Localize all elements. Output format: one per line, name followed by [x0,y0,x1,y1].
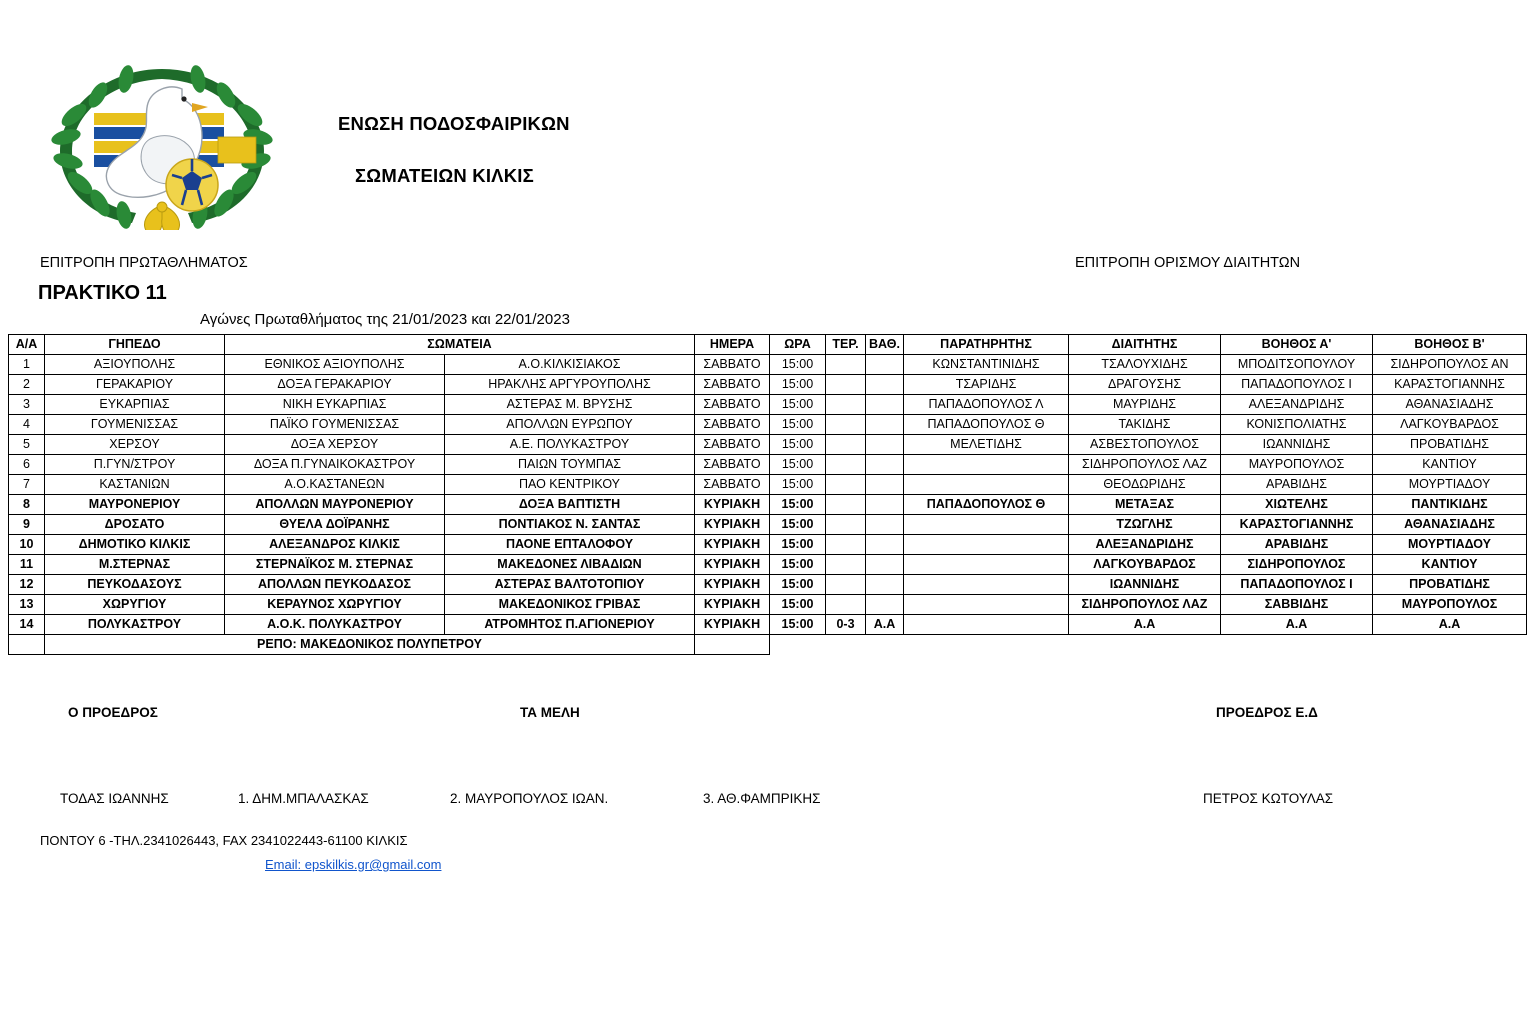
cell-aa: 10 [9,535,45,555]
championship-committee-label: ΕΠΙΤΡΟΠΗ ΠΡΩΤΑΘΛΗΜΑΤΟΣ [40,255,248,271]
cell-assistant2: ΑΘΑΝΑΣΙΑΔΗΣ [1373,395,1527,415]
cell-aa: 3 [9,395,45,415]
footer-address: ΠΟΝΤΟΥ 6 -ΤΗΛ.2341026443, FAX 2341022443-61100 ΚΙΛΚΙΣ [40,833,408,848]
cell-observer: ΚΩΝΣΤΑΝΤΙΝΙΔΗΣ [904,355,1069,375]
cell-points [866,595,904,615]
cell-observer: ΠΑΠΑΔΟΠΟΥΛΟΣ Λ [904,395,1069,415]
cell-venue: ΠΟΛΥΚΑΣΤΡΟΥ [45,615,225,635]
cell-home-team: ΝΙΚΗ ΕΥΚΑΡΠΙΑΣ [225,395,445,415]
cell-assistant2: ΜΟΥΡΤΙΑΔΟΥ [1373,475,1527,495]
cell-observer: ΤΣΑΡΙΔΗΣ [904,375,1069,395]
cell-referee: ΘΕΟΔΩΡΙΔΗΣ [1069,475,1221,495]
cell-observer [904,515,1069,535]
members-label: ΤΑ ΜΕΛΗ [520,705,580,720]
cell-points: Α.Α [866,615,904,635]
col-header-assistant2: ΒΟΗΘΟΣ Β' [1373,335,1527,355]
table-row [9,615,1527,635]
cell-score: 0-3 [826,615,866,635]
cell-referee: ΛΑΓΚΟΥΒΑΡΔΟΣ [1069,555,1221,575]
organization-title-line1: ΕΝΩΣΗ ΠΟΔΟΣΦΑΙΡΙΚΩΝ [338,113,570,134]
table-row [9,555,1527,575]
cell-referee: ΣΙΔΗΡΟΠΟΥΛΟΣ ΛΑΖ [1069,595,1221,615]
col-header-observer: ΠΑΡΑΤΗΡΗΤΗΣ [904,335,1069,355]
cell-observer: ΠΑΠΑΔΟΠΟΥΛΟΣ Θ [904,495,1069,515]
cell-day: ΣΑΒΒΑΤΟ [695,455,770,475]
cell-points [866,455,904,475]
cell-points [866,535,904,555]
cell-venue: Μ.ΣΤΕΡΝΑΣ [45,555,225,575]
cell-time: 15:00 [770,415,826,435]
cell-home-team: ΑΠΟΛΛΩΝ ΜΑΥΡΟΝΕΡΙΟΥ [225,495,445,515]
col-header-venue: ΓΗΠΕΔΟ [45,335,225,355]
cell-day: ΚΥΡΙΑΚΗ [695,615,770,635]
cell-away-team: ΠΑΙΩΝ ΤΟΥΜΠΑΣ [445,455,695,475]
cell-assistant1: ΚΑΡΑΣΤΟΓΙΑΝΝΗΣ [1221,515,1373,535]
cell-away-team: ΜΑΚΕΔΟΝΕΣ ΛΙΒΑΔΙΩΝ [445,555,695,575]
cell-assistant1: ΑΛΕΞΑΝΔΡΙΔΗΣ [1221,395,1373,415]
cell-referee: ΙΩΑΝΝΙΔΗΣ [1069,575,1221,595]
cell-home-team: ΑΠΟΛΛΩΝ ΠΕΥΚΟΔΑΣΟΣ [225,575,445,595]
cell-away-team: ΑΣΤΕΡΑΣ ΒΑΛΤΟΤΟΠΙΟΥ [445,575,695,595]
cell-day: ΣΑΒΒΑΤΟ [695,415,770,435]
cell-home-team: ΔΟΞΑ ΓΕΡΑΚΑΡΙΟΥ [225,375,445,395]
cell-time: 15:00 [770,595,826,615]
cell-home-team: ΔΟΞΑ Π.ΓΥΝΑΙΚΟΚΑΣΤΡΟΥ [225,455,445,475]
cell-aa: 5 [9,435,45,455]
cell-day: ΣΑΒΒΑΤΟ [695,355,770,375]
cell-observer [904,575,1069,595]
cell-time: 15:00 [770,615,826,635]
table-row [9,355,1527,375]
col-header-day: ΗΜΕΡΑ [695,335,770,355]
cell-referee: ΔΡΑΓΟΥΣΗΣ [1069,375,1221,395]
cell-time: 15:00 [770,535,826,555]
table-row [9,375,1527,395]
col-header-time: ΩΡΑ [770,335,826,355]
cell-assistant2: ΜΟΥΡΤΙΑΔΟΥ [1373,535,1527,555]
cell-aa: 11 [9,555,45,575]
repo-row [9,635,1527,655]
cell-referee: ΤΖΩΓΛΗΣ [1069,515,1221,535]
table-row [9,395,1527,415]
cell-score [826,535,866,555]
cell-score [826,435,866,455]
cell-aa: 7 [9,475,45,495]
table-row [9,515,1527,535]
president-name: ΤΟΔΑΣ ΙΩΑΝΝΗΣ [60,791,169,806]
repo-text: ΡΕΠΟ: ΜΑΚΕΔΟΝΙΚΟΣ ΠΟΛΥΠΕΤΡΟΥ [45,635,695,655]
cell-day: ΚΥΡΙΑΚΗ [695,515,770,535]
cell-assistant1: Α.Α [1221,615,1373,635]
col-header-score: ΤΕΡ. [826,335,866,355]
cell-points [866,475,904,495]
cell-home-team: ΘΥΕΛΑ ΔΟΪΡΑΝΗΣ [225,515,445,535]
cell-referee: ΜΑΥΡΙΔΗΣ [1069,395,1221,415]
cell-points [866,435,904,455]
cell-score [826,515,866,535]
cell-assistant1: ΜΑΥΡΟΠΟΥΛΟΣ [1221,455,1373,475]
cell-aa: 4 [9,415,45,435]
cell-home-team: ΣΤΕΡΝΑΪΚΟΣ Μ. ΣΤΕΡΝΑΣ [225,555,445,575]
cell-aa: 2 [9,375,45,395]
cell-away-team: ΑΤΡΟΜΗΤΟΣ Π.ΑΓΙΟΝΕΡΙΟΥ [445,615,695,635]
cell-day: ΣΑΒΒΑΤΟ [695,475,770,495]
cell-assistant2: ΚΑΡΑΣΤΟΓΙΑΝΝΗΣ [1373,375,1527,395]
document-number-title: ΠΡΑΚΤΙΚΟ 11 [38,282,167,304]
repo-blank-right [695,635,770,655]
cell-venue: ΑΞΙΟΥΠΟΛΗΣ [45,355,225,375]
cell-time: 15:00 [770,515,826,535]
cell-assistant2: ΠΡΟΒΑΤΙΔΗΣ [1373,575,1527,595]
cell-venue: ΧΩΡΥΓΙΟΥ [45,595,225,615]
cell-time: 15:00 [770,495,826,515]
cell-away-team: Α.Ε. ΠΟΛΥΚΑΣΤΡΟΥ [445,435,695,455]
ed-president-name: ΠΕΤΡΟΣ ΚΩΤΟΥΛΑΣ [1203,791,1334,806]
cell-referee: ΑΛΕΞΑΝΔΡΙΔΗΣ [1069,535,1221,555]
cell-points [866,515,904,535]
cell-away-team: ΑΣΤΕΡΑΣ Μ. ΒΡΥΣΗΣ [445,395,695,415]
cell-day: ΣΑΒΒΑΤΟ [695,375,770,395]
cell-away-team: ΔΟΞΑ ΒΑΠΤΙΣΤΗ [445,495,695,515]
cell-time: 15:00 [770,575,826,595]
cell-home-team: ΚΕΡΑΥΝΟΣ ΧΩΡΥΓΙΟΥ [225,595,445,615]
cell-score [826,475,866,495]
cell-assistant2: ΚΑΝΤΙΟΥ [1373,455,1527,475]
cell-home-team: Α.Ο.ΚΑΣΤΑΝΕΩΝ [225,475,445,495]
cell-aa: 8 [9,495,45,515]
cell-day: ΣΑΒΒΑΤΟ [695,395,770,415]
cell-points [866,495,904,515]
cell-observer [904,535,1069,555]
eps-kilkis-logo [32,55,292,230]
table-row [9,595,1527,615]
cell-assistant2: ΠΡΟΒΑΤΙΔΗΣ [1373,435,1527,455]
cell-venue: ΕΥΚΑΡΠΙΑΣ [45,395,225,415]
ed-president-label: ΠΡΟΕΔΡΟΣ Ε.Δ [1216,705,1318,720]
member-name-3: 3. ΑΘ.ΦΑΜΠΡΙΚΗΣ [703,791,821,806]
referee-appointment-committee-label: ΕΠΙΤΡΟΠΗ ΟΡΙΣΜΟΥ ΔΙΑΙΤΗΤΩΝ [1075,255,1301,271]
cell-points [866,355,904,375]
cell-points [866,375,904,395]
fixtures-table [8,334,1527,655]
table-row [9,475,1527,495]
cell-referee: ΑΣΒΕΣΤΟΠΟΥΛΟΣ [1069,435,1221,455]
cell-referee: ΤΑΚΙΔΗΣ [1069,415,1221,435]
col-header-referee: ΔΙΑΙΤΗΤΗΣ [1069,335,1221,355]
table-row [9,415,1527,435]
cell-time: 15:00 [770,555,826,575]
cell-assistant1: ΣΑΒΒΙΔΗΣ [1221,595,1373,615]
cell-score [826,575,866,595]
cell-assistant2: ΛΑΓΚΟΥΒΑΡΔΟΣ [1373,415,1527,435]
cell-time: 15:00 [770,435,826,455]
cell-observer [904,455,1069,475]
cell-away-team: ΑΠΟΛΛΩΝ ΕΥΡΩΠΟΥ [445,415,695,435]
president-label: Ο ΠΡΟΕΔΡΟΣ [68,705,158,720]
cell-venue: Π.ΓΥΝ/ΣΤΡΟΥ [45,455,225,475]
cell-points [866,395,904,415]
cell-time: 15:00 [770,475,826,495]
col-header-clubs: ΣΩΜΑΤΕΙΑ [225,335,695,355]
cell-observer [904,555,1069,575]
cell-score [826,555,866,575]
cell-observer [904,615,1069,635]
cell-assistant1: ΑΡΑΒΙΔΗΣ [1221,535,1373,555]
cell-referee: ΜΕΤΑΞΑΣ [1069,495,1221,515]
table-row [9,435,1527,455]
cell-away-team: Α.Ο.ΚΙΛΚΙΣΙΑΚΟΣ [445,355,695,375]
cell-score [826,455,866,475]
cell-venue: ΜΑΥΡΟΝΕΡΙΟΥ [45,495,225,515]
cell-assistant2: ΣΙΔΗΡΟΠΟΥΛΟΣ ΑΝ [1373,355,1527,375]
organization-title-line2: ΣΩΜΑΤΕΙΩΝ ΚΙΛΚΙΣ [355,165,534,186]
cell-day: ΚΥΡΙΑΚΗ [695,495,770,515]
member-name-2: 2. ΜΑΥΡΟΠΟΥΛΟΣ ΙΩΑΝ. [450,791,609,806]
cell-assistant1: ΠΑΠΑΔΟΠΟΥΛΟΣ Ι [1221,375,1373,395]
table-row [9,495,1527,515]
matchday-subtitle: Αγώνες Πρωταθλήματος της 21/01/2023 και 22/01/2023 [200,311,570,328]
cell-score [826,415,866,435]
cell-venue: ΠΕΥΚΟΔΑΣΟΥΣ [45,575,225,595]
cell-venue: ΚΑΣΤΑΝΙΩΝ [45,475,225,495]
cell-assistant1: ΧΙΩΤΕΛΗΣ [1221,495,1373,515]
cell-assistant1: ΜΠΟΔΙΤΣΟΠΟΥΛΟΥ [1221,355,1373,375]
cell-referee: ΣΙΔΗΡΟΠΟΥΛΟΣ ΛΑΖ [1069,455,1221,475]
cell-aa: 1 [9,355,45,375]
document-header [0,0,1538,240]
cell-referee: Α.Α [1069,615,1221,635]
cell-assistant2: ΠΑΝΤΙΚΙΔΗΣ [1373,495,1527,515]
footer-email-link[interactable]: Email: epskilkis.gr@gmail.com [265,857,442,872]
cell-points [866,415,904,435]
cell-aa: 6 [9,455,45,475]
cell-assistant2: ΚΑΝΤΙΟΥ [1373,555,1527,575]
cell-time: 15:00 [770,375,826,395]
cell-referee: ΤΣΑΛΟΥΧΙΔΗΣ [1069,355,1221,375]
cell-score [826,595,866,615]
cell-aa: 9 [9,515,45,535]
cell-score [826,495,866,515]
fixtures-table-container [8,334,1526,655]
cell-home-team: ΕΘΝΙΚΟΣ ΑΞΙΟΥΠΟΛΗΣ [225,355,445,375]
cell-observer: ΠΑΠΑΔΟΠΟΥΛΟΣ Θ [904,415,1069,435]
cell-score [826,355,866,375]
cell-away-team: ΗΡΑΚΛΗΣ ΑΡΓΥΡΟΥΠΟΛΗΣ [445,375,695,395]
table-header-row [9,335,1527,355]
cell-assistant2: ΑΘΑΝΑΣΙΑΔΗΣ [1373,515,1527,535]
col-header-points: ΒΑΘ. [866,335,904,355]
cell-assistant1: ΠΑΠΑΔΟΠΟΥΛΟΣ Ι [1221,575,1373,595]
member-name-1: 1. ΔΗΜ.ΜΠΑΛΑΣΚΑΣ [238,791,369,806]
table-row [9,535,1527,555]
cell-away-team: ΠΟΝΤΙΑΚΟΣ Ν. ΣΑΝΤΑΣ [445,515,695,535]
cell-away-team: ΜΑΚΕΔΟΝΙΚΟΣ ΓΡΙΒΑΣ [445,595,695,615]
cell-points [866,575,904,595]
cell-observer [904,475,1069,495]
cell-observer [904,595,1069,615]
cell-day: ΚΥΡΙΑΚΗ [695,575,770,595]
cell-day: ΚΥΡΙΑΚΗ [695,555,770,575]
cell-assistant1: ΚΟΝΙΣΠΟΛΙΑΤΗΣ [1221,415,1373,435]
cell-away-team: ΠΑΟΝΕ ΕΠΤΑΛΟΦΟΥ [445,535,695,555]
cell-away-team: ΠΑΟ ΚΕΝΤΡΙΚΟΥ [445,475,695,495]
cell-home-team: ΔΟΞΑ ΧΕΡΣΟΥ [225,435,445,455]
table-row [9,575,1527,595]
cell-venue: ΧΕΡΣΟΥ [45,435,225,455]
cell-venue: ΓΟΥΜΕΝΙΣΣΑΣ [45,415,225,435]
cell-assistant1: ΙΩΑΝΝΙΔΗΣ [1221,435,1373,455]
cell-aa: 12 [9,575,45,595]
col-header-assistant1: ΒΟΗΘΟΣ Α' [1221,335,1373,355]
cell-home-team: ΑΛΕΞΑΝΔΡΟΣ ΚΙΛΚΙΣ [225,535,445,555]
cell-assistant1: ΑΡΑΒΙΔΗΣ [1221,475,1373,495]
cell-aa: 13 [9,595,45,615]
cell-home-team: Α.Ο.Κ. ΠΟΛΥΚΑΣΤΡΟΥ [225,615,445,635]
cell-score [826,395,866,415]
cell-day: ΣΑΒΒΑΤΟ [695,435,770,455]
cell-aa: 14 [9,615,45,635]
cell-time: 15:00 [770,355,826,375]
cell-points [866,555,904,575]
cell-assistant1: ΣΙΔΗΡΟΠΟΥΛΟΣ [1221,555,1373,575]
col-header-aa: Α/Α [9,335,45,355]
cell-time: 15:00 [770,455,826,475]
cell-day: ΚΥΡΙΑΚΗ [695,535,770,555]
cell-assistant2: Α.Α [1373,615,1527,635]
repo-blank-left [9,635,45,655]
table-row [9,455,1527,475]
cell-day: ΚΥΡΙΑΚΗ [695,595,770,615]
cell-time: 15:00 [770,395,826,415]
cell-venue: ΔΡΟΣΑΤΟ [45,515,225,535]
cell-observer: ΜΕΛΕΤΙΔΗΣ [904,435,1069,455]
cell-score [826,375,866,395]
cell-home-team: ΠΑΪΚΟ ΓΟΥΜΕΝΙΣΣΑΣ [225,415,445,435]
cell-venue: ΓΕΡΑΚΑΡΙΟΥ [45,375,225,395]
cell-assistant2: ΜΑΥΡΟΠΟΥΛΟΣ [1373,595,1527,615]
cell-venue: ΔΗΜΟΤΙΚΟ ΚΙΛΚΙΣ [45,535,225,555]
